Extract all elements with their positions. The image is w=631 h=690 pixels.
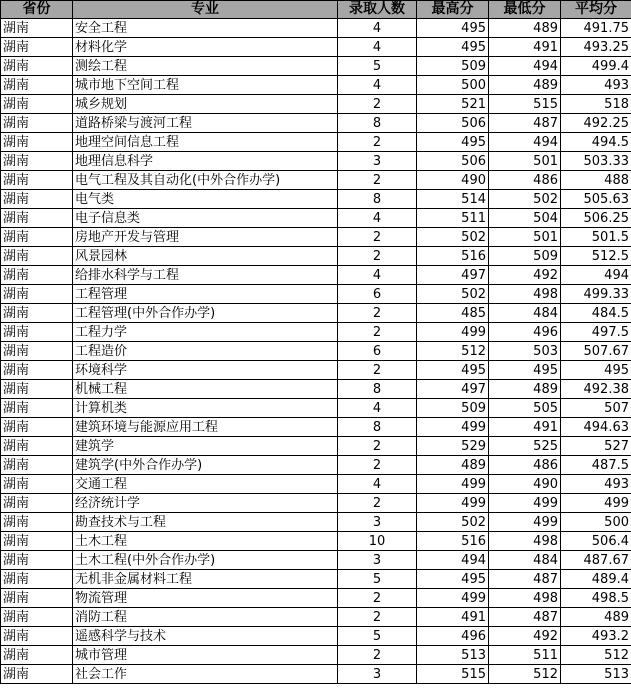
province-cell: 湖南 <box>1 532 73 551</box>
avg-score-cell: 505.63 <box>561 190 631 209</box>
max-score-cell: 514 <box>417 190 489 209</box>
avg-score-cell: 492.38 <box>561 380 631 399</box>
max-score-cell: 515 <box>417 665 489 684</box>
province-cell: 湖南 <box>1 19 73 38</box>
min-score-cell: 494 <box>489 57 561 76</box>
table-row <box>1 494 631 513</box>
admitted-count-cell: 5 <box>338 570 417 589</box>
table-row <box>1 456 631 475</box>
admitted-count-cell: 4 <box>338 76 417 95</box>
avg-score-cell: 497.5 <box>561 323 631 342</box>
min-score-cell: 486 <box>489 456 561 475</box>
major-cell: 勘查技术与工程 <box>73 513 338 532</box>
admitted-count-cell: 2 <box>338 323 417 342</box>
admitted-count-cell: 4 <box>338 266 417 285</box>
admitted-count-cell: 4 <box>338 475 417 494</box>
min-score-cell: 499 <box>489 494 561 513</box>
max-score-cell: 502 <box>417 513 489 532</box>
table-row <box>1 228 631 247</box>
max-score-cell: 497 <box>417 380 489 399</box>
province-cell: 湖南 <box>1 665 73 684</box>
min-score-cell: 487 <box>489 570 561 589</box>
max-score-cell: 500 <box>417 76 489 95</box>
avg-score-cell: 513 <box>561 665 631 684</box>
max-score-cell: 495 <box>417 133 489 152</box>
province-cell: 湖南 <box>1 323 73 342</box>
avg-score-cell: 507.67 <box>561 342 631 361</box>
major-cell: 工程造价 <box>73 342 338 361</box>
max-score-cell: 502 <box>417 228 489 247</box>
province-cell: 湖南 <box>1 589 73 608</box>
major-cell: 电气工程及其自动化(中外合作办学) <box>73 171 338 190</box>
admitted-count-cell: 4 <box>338 19 417 38</box>
major-cell: 环境科学 <box>73 361 338 380</box>
min-score-cell: 525 <box>489 437 561 456</box>
table-row <box>1 513 631 532</box>
major-cell: 建筑环境与能源应用工程 <box>73 418 338 437</box>
min-score-cell: 487 <box>489 608 561 627</box>
major-cell: 工程力学 <box>73 323 338 342</box>
max-score-cell: 512 <box>417 342 489 361</box>
min-score-cell: 484 <box>489 551 561 570</box>
province-cell: 湖南 <box>1 361 73 380</box>
max-score-cell: 485 <box>417 304 489 323</box>
table-row <box>1 589 631 608</box>
header-avg-score: 平均分 <box>561 1 631 19</box>
province-cell: 湖南 <box>1 285 73 304</box>
admitted-count-cell: 8 <box>338 190 417 209</box>
major-cell: 电气类 <box>73 190 338 209</box>
major-cell: 物流管理 <box>73 589 338 608</box>
header-province: 省份 <box>1 1 73 19</box>
admitted-count-cell: 8 <box>338 114 417 133</box>
avg-score-cell: 507 <box>561 399 631 418</box>
province-cell: 湖南 <box>1 570 73 589</box>
max-score-cell: 495 <box>417 361 489 380</box>
major-cell: 社会工作 <box>73 665 338 684</box>
province-cell: 湖南 <box>1 304 73 323</box>
admitted-count-cell: 2 <box>338 608 417 627</box>
avg-score-cell: 489 <box>561 608 631 627</box>
max-score-cell: 502 <box>417 285 489 304</box>
major-cell: 经济统计学 <box>73 494 338 513</box>
max-score-cell: 495 <box>417 19 489 38</box>
min-score-cell: 501 <box>489 152 561 171</box>
table-row <box>1 266 631 285</box>
table-row <box>1 171 631 190</box>
table-row <box>1 608 631 627</box>
table-row <box>1 323 631 342</box>
table-row <box>1 361 631 380</box>
province-cell: 湖南 <box>1 133 73 152</box>
province-cell: 湖南 <box>1 646 73 665</box>
admitted-count-cell: 2 <box>338 171 417 190</box>
min-score-cell: 511 <box>489 646 561 665</box>
table-row <box>1 190 631 209</box>
province-cell: 湖南 <box>1 380 73 399</box>
table-row <box>1 380 631 399</box>
max-score-cell: 509 <box>417 57 489 76</box>
admitted-count-cell: 6 <box>338 285 417 304</box>
admitted-count-cell: 3 <box>338 665 417 684</box>
max-score-cell: 490 <box>417 171 489 190</box>
min-score-cell: 492 <box>489 627 561 646</box>
header-max-score: 最高分 <box>417 1 489 19</box>
table-row <box>1 437 631 456</box>
table-row <box>1 95 631 114</box>
avg-score-cell: 493 <box>561 475 631 494</box>
max-score-cell: 495 <box>417 570 489 589</box>
table-row <box>1 418 631 437</box>
province-cell: 湖南 <box>1 95 73 114</box>
avg-score-cell: 492.25 <box>561 114 631 133</box>
province-cell: 湖南 <box>1 228 73 247</box>
major-cell: 材料化学 <box>73 38 338 57</box>
admitted-count-cell: 4 <box>338 38 417 57</box>
avg-score-cell: 503.33 <box>561 152 631 171</box>
major-cell: 地理信息科学 <box>73 152 338 171</box>
avg-score-cell: 499 <box>561 494 631 513</box>
admitted-count-cell: 5 <box>338 627 417 646</box>
min-score-cell: 512 <box>489 665 561 684</box>
max-score-cell: 499 <box>417 589 489 608</box>
table-row <box>1 646 631 665</box>
min-score-cell: 489 <box>489 76 561 95</box>
min-score-cell: 484 <box>489 304 561 323</box>
max-score-cell: 513 <box>417 646 489 665</box>
admitted-count-cell: 5 <box>338 57 417 76</box>
province-cell: 湖南 <box>1 627 73 646</box>
major-cell: 工程管理 <box>73 285 338 304</box>
major-cell: 土木工程 <box>73 532 338 551</box>
province-cell: 湖南 <box>1 456 73 475</box>
min-score-cell: 491 <box>489 38 561 57</box>
admitted-count-cell: 2 <box>338 304 417 323</box>
avg-score-cell: 493 <box>561 76 631 95</box>
admitted-count-cell: 6 <box>338 342 417 361</box>
admitted-count-cell: 10 <box>338 532 417 551</box>
table-row <box>1 209 631 228</box>
major-cell: 机械工程 <box>73 380 338 399</box>
table-row <box>1 551 631 570</box>
table-row <box>1 570 631 589</box>
major-cell: 建筑学 <box>73 437 338 456</box>
header-major: 专业 <box>73 1 338 19</box>
min-score-cell: 515 <box>489 95 561 114</box>
admitted-count-cell: 3 <box>338 152 417 171</box>
max-score-cell: 506 <box>417 152 489 171</box>
avg-score-cell: 493.2 <box>561 627 631 646</box>
max-score-cell: 497 <box>417 266 489 285</box>
province-cell: 湖南 <box>1 57 73 76</box>
avg-score-cell: 512.5 <box>561 247 631 266</box>
admitted-count-cell: 8 <box>338 380 417 399</box>
province-cell: 湖南 <box>1 38 73 57</box>
table-row <box>1 665 631 684</box>
max-score-cell: 499 <box>417 418 489 437</box>
min-score-cell: 499 <box>489 513 561 532</box>
max-score-cell: 509 <box>417 399 489 418</box>
province-cell: 湖南 <box>1 266 73 285</box>
major-cell: 安全工程 <box>73 19 338 38</box>
major-cell: 城乡规划 <box>73 95 338 114</box>
admitted-count-cell: 4 <box>338 209 417 228</box>
min-score-cell: 492 <box>489 266 561 285</box>
min-score-cell: 489 <box>489 380 561 399</box>
avg-score-cell: 495 <box>561 361 631 380</box>
max-score-cell: 506 <box>417 114 489 133</box>
max-score-cell: 496 <box>417 627 489 646</box>
min-score-cell: 486 <box>489 171 561 190</box>
admitted-count-cell: 2 <box>338 589 417 608</box>
avg-score-cell: 499.33 <box>561 285 631 304</box>
max-score-cell: 529 <box>417 437 489 456</box>
header-row <box>1 1 631 19</box>
admitted-count-cell: 8 <box>338 418 417 437</box>
admitted-count-cell: 3 <box>338 513 417 532</box>
province-cell: 湖南 <box>1 399 73 418</box>
avg-score-cell: 506.25 <box>561 209 631 228</box>
min-score-cell: 495 <box>489 361 561 380</box>
table-row <box>1 152 631 171</box>
avg-score-cell: 527 <box>561 437 631 456</box>
major-cell: 道路桥梁与渡河工程 <box>73 114 338 133</box>
max-score-cell: 489 <box>417 456 489 475</box>
admitted-count-cell: 2 <box>338 494 417 513</box>
max-score-cell: 516 <box>417 532 489 551</box>
table-row <box>1 399 631 418</box>
table-row <box>1 532 631 551</box>
table-row <box>1 38 631 57</box>
province-cell: 湖南 <box>1 551 73 570</box>
table-row <box>1 475 631 494</box>
major-cell: 消防工程 <box>73 608 338 627</box>
max-score-cell: 499 <box>417 475 489 494</box>
province-cell: 湖南 <box>1 247 73 266</box>
avg-score-cell: 501.5 <box>561 228 631 247</box>
major-cell: 城市地下空间工程 <box>73 76 338 95</box>
major-cell: 测绘工程 <box>73 57 338 76</box>
min-score-cell: 490 <box>489 475 561 494</box>
avg-score-cell: 500 <box>561 513 631 532</box>
province-cell: 湖南 <box>1 475 73 494</box>
major-cell: 无机非金属材料工程 <box>73 570 338 589</box>
major-cell: 遥感科学与技术 <box>73 627 338 646</box>
table-row <box>1 57 631 76</box>
min-score-cell: 498 <box>489 532 561 551</box>
table-row <box>1 247 631 266</box>
max-score-cell: 499 <box>417 323 489 342</box>
province-cell: 湖南 <box>1 152 73 171</box>
min-score-cell: 504 <box>489 209 561 228</box>
major-cell: 城市管理 <box>73 646 338 665</box>
province-cell: 湖南 <box>1 437 73 456</box>
province-cell: 湖南 <box>1 494 73 513</box>
province-cell: 湖南 <box>1 171 73 190</box>
avg-score-cell: 491.75 <box>561 19 631 38</box>
major-cell: 交通工程 <box>73 475 338 494</box>
avg-score-cell: 518 <box>561 95 631 114</box>
major-cell: 土木工程(中外合作办学) <box>73 551 338 570</box>
major-cell: 地理空间信息工程 <box>73 133 338 152</box>
avg-score-cell: 506.4 <box>561 532 631 551</box>
major-cell: 给排水科学与工程 <box>73 266 338 285</box>
table-row <box>1 133 631 152</box>
min-score-cell: 498 <box>489 589 561 608</box>
province-cell: 湖南 <box>1 190 73 209</box>
major-cell: 电子信息类 <box>73 209 338 228</box>
major-cell: 风景园林 <box>73 247 338 266</box>
min-score-cell: 503 <box>489 342 561 361</box>
major-cell: 房地产开发与管理 <box>73 228 338 247</box>
min-score-cell: 496 <box>489 323 561 342</box>
avg-score-cell: 494 <box>561 266 631 285</box>
table-row <box>1 627 631 646</box>
province-cell: 湖南 <box>1 342 73 361</box>
province-cell: 湖南 <box>1 76 73 95</box>
avg-score-cell: 484.5 <box>561 304 631 323</box>
min-score-cell: 509 <box>489 247 561 266</box>
province-cell: 湖南 <box>1 114 73 133</box>
avg-score-cell: 498.5 <box>561 589 631 608</box>
province-cell: 湖南 <box>1 513 73 532</box>
min-score-cell: 489 <box>489 19 561 38</box>
admitted-count-cell: 4 <box>338 399 417 418</box>
min-score-cell: 498 <box>489 285 561 304</box>
min-score-cell: 502 <box>489 190 561 209</box>
max-score-cell: 499 <box>417 494 489 513</box>
min-score-cell: 494 <box>489 133 561 152</box>
admitted-count-cell: 3 <box>338 551 417 570</box>
table-row <box>1 19 631 38</box>
max-score-cell: 494 <box>417 551 489 570</box>
min-score-cell: 487 <box>489 114 561 133</box>
admitted-count-cell: 2 <box>338 247 417 266</box>
max-score-cell: 516 <box>417 247 489 266</box>
header-min-score: 最低分 <box>489 1 561 19</box>
max-score-cell: 511 <box>417 209 489 228</box>
avg-score-cell: 494.63 <box>561 418 631 437</box>
header-admitted-count: 录取人数 <box>338 1 417 19</box>
province-cell: 湖南 <box>1 608 73 627</box>
major-cell: 工程管理(中外合作办学) <box>73 304 338 323</box>
max-score-cell: 495 <box>417 38 489 57</box>
table-row <box>1 342 631 361</box>
admitted-count-cell: 2 <box>338 228 417 247</box>
admitted-count-cell: 2 <box>338 133 417 152</box>
avg-score-cell: 493.25 <box>561 38 631 57</box>
admitted-count-cell: 2 <box>338 456 417 475</box>
table-row <box>1 114 631 133</box>
min-score-cell: 501 <box>489 228 561 247</box>
table-row <box>1 304 631 323</box>
major-cell: 建筑学(中外合作办学) <box>73 456 338 475</box>
admitted-count-cell: 2 <box>338 361 417 380</box>
avg-score-cell: 489.4 <box>561 570 631 589</box>
admitted-count-cell: 2 <box>338 437 417 456</box>
avg-score-cell: 499.4 <box>561 57 631 76</box>
province-cell: 湖南 <box>1 418 73 437</box>
avg-score-cell: 494.5 <box>561 133 631 152</box>
max-score-cell: 521 <box>417 95 489 114</box>
avg-score-cell: 487.5 <box>561 456 631 475</box>
min-score-cell: 491 <box>489 418 561 437</box>
avg-score-cell: 512 <box>561 646 631 665</box>
table-row <box>1 76 631 95</box>
province-cell: 湖南 <box>1 209 73 228</box>
avg-score-cell: 487.67 <box>561 551 631 570</box>
avg-score-cell: 488 <box>561 171 631 190</box>
min-score-cell: 505 <box>489 399 561 418</box>
table-row <box>1 285 631 304</box>
admitted-count-cell: 2 <box>338 646 417 665</box>
major-cell: 计算机类 <box>73 399 338 418</box>
max-score-cell: 491 <box>417 608 489 627</box>
admitted-count-cell: 2 <box>338 95 417 114</box>
